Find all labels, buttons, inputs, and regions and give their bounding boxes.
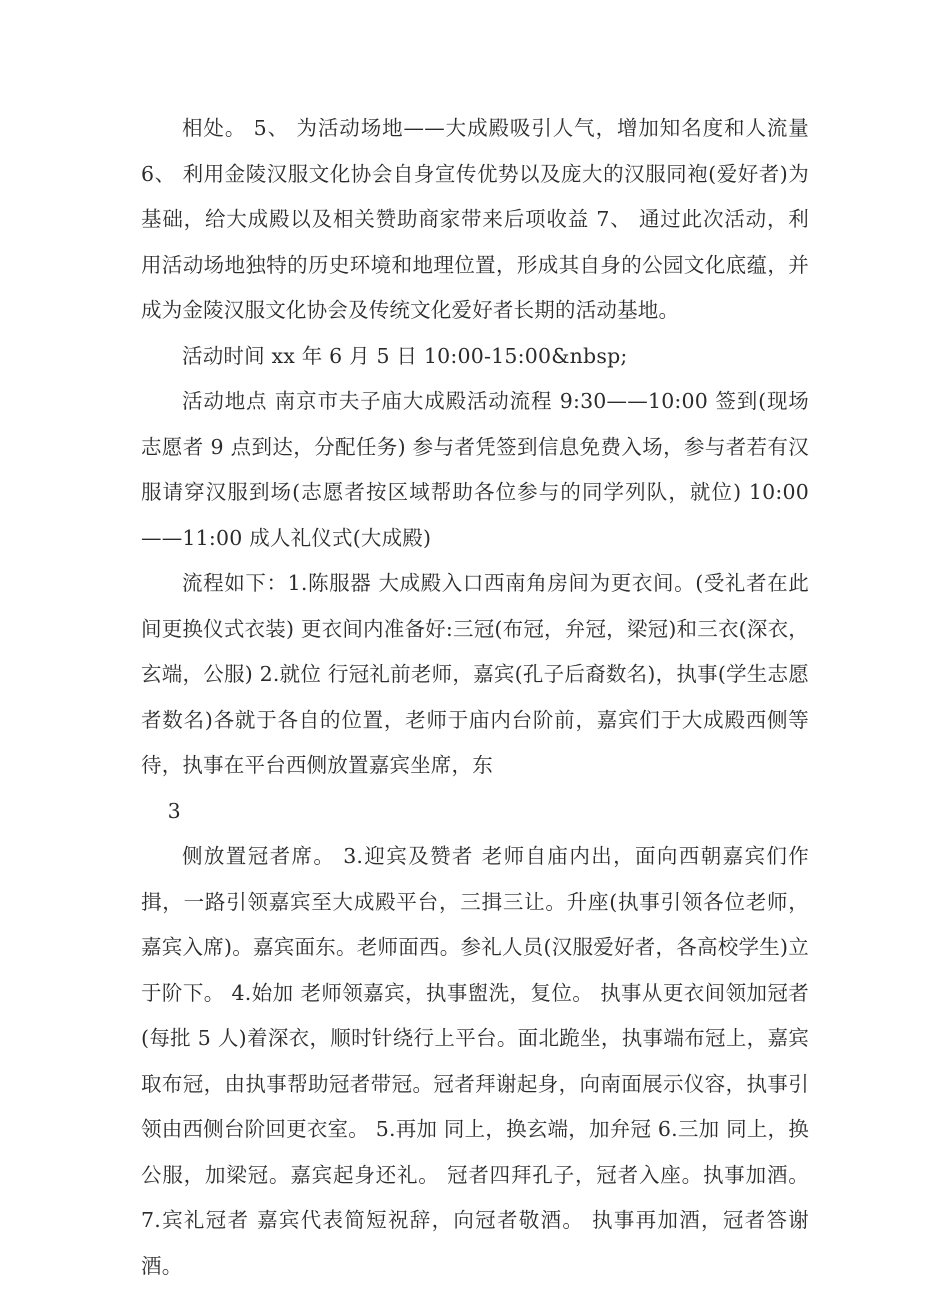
paragraph-procedure-part1: 流程如下：1.陈服器 大成殿入口西南角房间为更衣间。(受礼者在此间更换仪式衣装) 更衣间内准备好:三冠(布冠，弁冠，梁冠)和三衣(深衣，玄端，公服) 2.就位 行冠礼前老师，嘉宾(孔子后裔数名)，执事(学生志愿者数名)各就于各自的位置，老师于庙内台阶前，嘉宾们于大成殿西侧等待，执事在平台西侧放置嘉宾坐席，东 [141,571,809,777]
page-number-marker: 3 [167,798,181,823]
paragraph-procedure-part2: 侧放置冠者席。 3.迎宾及赞者 老师自庙内出，面向西朝嘉宾们作揖，一路引领嘉宾至大成殿平台，三揖三让。升座(执事引领各位老师，嘉宾入席)。嘉宾面东。老师面西。参礼人员(汉服爱好者，各高校学生)立于阶下。 4.始加 老师领嘉宾，执事盥洗，复位。 执事从更衣间领加冠者(每批 5 人)着深衣，顺时针绕行上平台。面北跪坐，执事端布冠上，嘉宾取布冠，由执事帮助冠者带冠。冠者拜谢起身，向南面展示仪容，执事引领由西侧台阶回更衣室。 5.再加 同上，换玄端，加弁冠 6.三加 同上，换公服，加梁冠。嘉宾起身还礼。 冠者四拜孔子，冠者入座。执事加酒。 7.宾礼冠者 嘉宾代表简短祝辞，向冠者敬酒。 执事再加酒，冠者答谢酒。 [141,844,809,1278]
paragraph-event-time: 活动时间 xx 年 6 月 5 日 10:00-15:00&nbsp; [182,343,628,368]
document-body [141,106,809,1289]
paragraph-1: 相处。 5、 为活动场地——大成殿吸引人气，增加知名度和人流量 6、 利用金陵汉服文化协会自身宣传优势以及庞大的汉服同袍(爱好者)为基础，给大成殿以及相关赞助商家带来后项收益 7、 通过此次活动，利用活动场地独特的历史环境和地理位置，形成其自身的公园文化底蕴，并成为金陵汉服文化协会及传统文化爱好者长期的活动基地。 [141,116,809,322]
paragraph-event-location: 活动地点 南京市夫子庙大成殿活动流程 9:30——10:00 签到(现场志愿者 9 点到达，分配任务) 参与者凭签到信息免费入场，参与者若有汉服请穿汉服到场(志愿者按区域帮助各位参与的同学列队，就位) 10:00——11:00 成人礼仪式(大成殿) [141,389,809,550]
